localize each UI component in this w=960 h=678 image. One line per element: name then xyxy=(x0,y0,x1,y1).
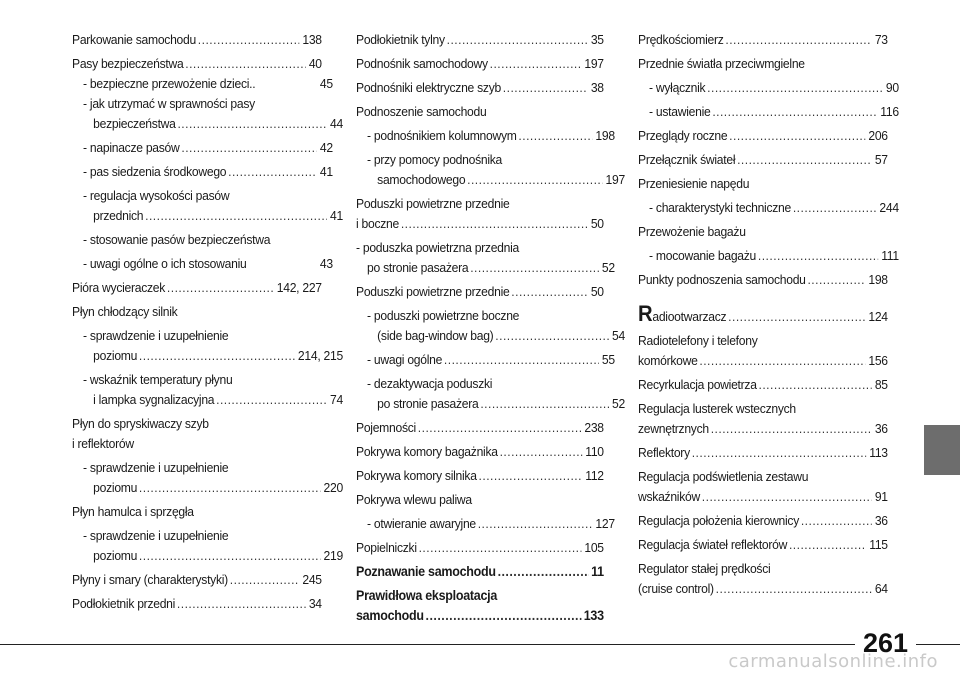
index-entry xyxy=(72,458,333,478)
entry-label xyxy=(638,301,727,327)
dot-leader xyxy=(444,350,599,370)
entry-label: - poduszka powietrzna przednia xyxy=(356,240,520,255)
dot-leader xyxy=(470,258,599,278)
index-column-3 xyxy=(638,30,899,599)
index-entry xyxy=(638,54,888,74)
entry-label: samochodowego xyxy=(377,172,466,187)
dot-leader xyxy=(500,442,583,462)
entry-label: - uwagi ogólne xyxy=(367,352,443,367)
entry-label: - jak utrzymać w sprawności pasy xyxy=(83,96,255,111)
entry-page-ref: 245 xyxy=(302,572,322,587)
entry-page-ref: 52 xyxy=(611,396,625,411)
entry-label: (cruise control) xyxy=(638,581,714,596)
index-entry xyxy=(638,246,899,266)
entry-label: - sprawdzenie i uzupełnienie xyxy=(83,460,229,475)
entry-label: po stronie pasażera xyxy=(377,396,479,411)
entry-label: Podnoszenie samochodu xyxy=(356,104,487,119)
entry-label: - poduszki powietrzne boczne xyxy=(367,308,520,323)
index-entry xyxy=(356,170,625,190)
index-entry xyxy=(638,399,888,419)
dot-leader xyxy=(793,198,877,218)
entry-label: Przełącznik świateł xyxy=(638,152,736,167)
index-entry xyxy=(638,443,888,463)
dot-leader xyxy=(758,246,879,266)
entry-page-ref: 90 xyxy=(885,80,899,95)
index-column-1 xyxy=(72,30,343,614)
entry-page-ref: 52 xyxy=(601,260,615,275)
entry-page-ref: 142, 227 xyxy=(276,280,322,295)
index-entry xyxy=(72,114,343,134)
entry-label: Pojemności xyxy=(356,420,416,435)
entry-label: Podnośnik samochodowy xyxy=(356,56,488,71)
entry-page-ref: 38 xyxy=(590,80,604,95)
entry-label: Poznawanie samochodu xyxy=(356,564,496,579)
dot-leader xyxy=(728,307,865,327)
index-entry xyxy=(356,282,604,302)
entry-page-ref: 34 xyxy=(308,596,322,611)
entry-label-rest: adiootwarzacz xyxy=(652,309,727,324)
index-entry xyxy=(356,54,604,74)
entry-label: Regulacja świateł reflektorów xyxy=(638,537,788,552)
dot-leader xyxy=(426,606,581,626)
index-entry xyxy=(638,198,899,218)
index-entry xyxy=(72,278,322,298)
index-entry xyxy=(356,562,604,582)
entry-label: samochodu xyxy=(356,608,424,623)
index-entry xyxy=(356,514,615,534)
entry-label: - sprawdzenie i uzupełnienie xyxy=(83,328,229,343)
entry-page-ref: 127 xyxy=(595,516,615,531)
entry-label: poziomu xyxy=(93,348,138,363)
entry-label: Recyrkulacja powietrza xyxy=(638,377,757,392)
entry-label: po stronie pasażera xyxy=(367,260,469,275)
entry-page-ref: 42 xyxy=(319,140,333,155)
dot-leader xyxy=(699,351,865,371)
dot-leader xyxy=(198,30,300,50)
entry-label: Reflektory xyxy=(638,445,690,460)
index-entry xyxy=(356,490,604,510)
entry-label: - przy pomocy podnośnika xyxy=(367,152,503,167)
entry-label: Podłokietnik tylny xyxy=(356,32,445,47)
entry-label: - otwieranie awaryjne xyxy=(367,516,476,531)
entry-label: Regulacja położenia kierownicy xyxy=(638,513,799,528)
index-entry xyxy=(72,414,322,434)
entry-page-ref: 57 xyxy=(874,152,888,167)
index-entry xyxy=(72,186,333,206)
dot-leader xyxy=(712,102,877,122)
dot-leader xyxy=(139,478,321,498)
index-entry xyxy=(356,194,604,214)
entry-page-ref: 198 xyxy=(595,128,615,143)
entry-label: - regulacja wysokości pasów xyxy=(83,188,230,203)
entry-label: Poduszki powietrzne przednie xyxy=(356,196,510,211)
index-entry xyxy=(638,487,888,507)
entry-label: - bezpieczne przewożenie dzieci.. xyxy=(83,76,256,91)
index-entry xyxy=(356,306,615,326)
index-entry xyxy=(72,54,322,74)
entry-page-ref: 244 xyxy=(879,200,899,215)
entry-label: - podnośnikiem kolumnowym xyxy=(367,128,517,143)
dot-leader xyxy=(692,443,867,463)
entry-page-ref: 36 xyxy=(874,421,888,436)
index-entry xyxy=(356,30,604,50)
dot-leader xyxy=(177,114,327,134)
index-entry xyxy=(638,126,888,146)
index-entry xyxy=(356,374,615,394)
index-entry xyxy=(638,419,888,439)
entry-page-ref: 54 xyxy=(611,328,625,343)
entry-label: poziomu xyxy=(93,548,138,563)
entry-label: - wyłącznik xyxy=(649,80,706,95)
dot-leader xyxy=(711,419,872,439)
index-entry xyxy=(72,370,333,390)
dot-leader xyxy=(801,511,872,531)
entry-page-ref: 198 xyxy=(868,272,888,287)
entry-page-ref: 105 xyxy=(584,540,604,555)
entry-label: Regulacja podświetlenia zestawu xyxy=(638,469,809,484)
entry-label: - mocowanie bagażu xyxy=(649,248,757,263)
entry-page-ref: 219 xyxy=(323,548,343,563)
entry-label: Pasy bezpieczeństwa xyxy=(72,56,184,71)
dot-leader xyxy=(503,78,588,98)
entry-page-ref: 110 xyxy=(585,444,604,459)
index-entry xyxy=(356,586,604,606)
index-entry xyxy=(72,230,333,250)
index-entry xyxy=(638,535,888,555)
index-entry xyxy=(638,174,888,194)
index-entry xyxy=(72,302,322,322)
entry-label: Regulator stałej prędkości xyxy=(638,561,771,576)
entry-label: Punkty podnoszenia samochodu xyxy=(638,272,806,287)
entry-page-ref: 36 xyxy=(874,513,888,528)
index-entry xyxy=(638,351,888,371)
index-entry xyxy=(72,326,333,346)
index-entry xyxy=(638,270,888,290)
entry-label: i boczne xyxy=(356,216,399,231)
entry-page-ref: 44 xyxy=(329,116,343,131)
dot-leader xyxy=(401,214,588,234)
dot-leader xyxy=(419,538,582,558)
entry-page-ref: 197 xyxy=(584,56,604,71)
index-entry xyxy=(638,222,888,242)
dot-leader xyxy=(729,126,865,146)
dot-leader xyxy=(478,514,593,534)
entry-page-ref: 238 xyxy=(584,420,604,435)
entry-label: Płyn chłodzący silnik xyxy=(72,304,178,319)
dot-leader xyxy=(167,278,274,298)
entry-page-ref: 85 xyxy=(874,377,888,392)
entry-label: - charakterystyki techniczne xyxy=(649,200,792,215)
entry-page-ref: 73 xyxy=(874,32,888,47)
entry-label: komórkowe xyxy=(638,353,698,368)
entry-label: poziomu xyxy=(93,480,138,495)
entry-label: Płyn do spryskiwaczy szyb xyxy=(72,416,209,431)
entry-label: wskaźników xyxy=(638,489,700,504)
index-entry xyxy=(356,126,615,146)
entry-label: Prawidłowa eksploatacja xyxy=(356,588,498,603)
entry-page-ref: 133 xyxy=(583,608,604,623)
dot-leader xyxy=(418,418,582,438)
index-entry xyxy=(72,434,322,454)
dot-leader xyxy=(716,579,872,599)
index-entry xyxy=(72,346,343,366)
section-thumb-tab xyxy=(924,425,960,475)
entry-label: Popielniczki xyxy=(356,540,417,555)
index-entry xyxy=(72,206,343,226)
entry-page-ref: 64 xyxy=(874,581,888,596)
entry-page-ref: 115 xyxy=(869,537,888,552)
entry-label: - pas siedzenia środkowego xyxy=(83,164,227,179)
dot-leader xyxy=(181,138,317,158)
entry-label: i lampka sygnalizacyjna xyxy=(93,392,215,407)
index-entry xyxy=(638,579,888,599)
entry-label: i reflektorów xyxy=(72,436,134,451)
entry-label: - dezaktywacja poduszki xyxy=(367,376,493,391)
entry-page-ref: 35 xyxy=(590,32,604,47)
entry-label: - ustawienie xyxy=(649,104,711,119)
entry-page-ref: 41 xyxy=(319,164,333,179)
entry-label: (side bag-window bag) xyxy=(377,328,494,343)
entry-label: - sprawdzenie i uzupełnienie xyxy=(83,528,229,543)
index-entry xyxy=(72,162,333,182)
index-entry xyxy=(356,214,604,234)
entry-label: Pokrywa komory silnika xyxy=(356,468,477,483)
index-entry xyxy=(638,331,888,351)
entry-page-ref: 40 xyxy=(308,56,322,71)
entry-label: Prędkościomierz xyxy=(638,32,724,47)
index-entry xyxy=(356,258,615,278)
page-number: 261 xyxy=(855,628,916,659)
index-entry xyxy=(72,478,343,498)
entry-label: - uwagi ogólne o ich stosowaniu xyxy=(83,256,247,271)
index-entry xyxy=(356,102,604,122)
entry-page-ref: 197 xyxy=(605,172,625,187)
dot-leader xyxy=(759,375,873,395)
index-entry xyxy=(356,442,604,462)
entry-label: Przeniesienie napędu xyxy=(638,176,750,191)
watermark: carmanualsonline.info xyxy=(728,651,938,672)
index-entry xyxy=(72,254,333,274)
entry-page-ref: 41 xyxy=(329,208,343,223)
entry-label: Podłokietnik przedni xyxy=(72,596,176,611)
entry-label: Przeglądy roczne xyxy=(638,128,728,143)
entry-page-ref: 55 xyxy=(601,352,615,367)
dot-leader xyxy=(145,206,327,226)
dot-leader xyxy=(228,162,317,182)
dot-leader xyxy=(230,570,300,590)
index-entry xyxy=(638,30,888,50)
dot-leader xyxy=(139,346,295,366)
index-entry xyxy=(72,502,322,522)
index-entry xyxy=(72,390,343,410)
dot-leader xyxy=(467,170,603,190)
dot-leader xyxy=(216,390,327,410)
entry-page-ref: 45 xyxy=(319,76,333,91)
entry-page-ref: 74 xyxy=(329,392,343,407)
index-entry xyxy=(356,538,604,558)
entry-label: Radiotelefony i telefony xyxy=(638,333,758,348)
index-entry xyxy=(72,546,343,566)
entry-label: Podnośniki elektryczne szyb xyxy=(356,80,501,95)
entry-label: Regulacja lusterek wstecznych xyxy=(638,401,796,416)
dot-leader xyxy=(185,54,306,74)
index-entry xyxy=(356,78,604,98)
index-entry xyxy=(356,326,625,346)
dot-leader xyxy=(480,394,609,414)
index-entry xyxy=(638,301,888,327)
dot-leader xyxy=(498,562,589,582)
entry-label: - napinacze pasów xyxy=(83,140,180,155)
index-entry xyxy=(356,350,615,370)
entry-page-ref: 112 xyxy=(585,468,604,483)
entry-label: Pióra wycieraczek xyxy=(72,280,166,295)
index-entry xyxy=(72,594,322,614)
entry-page-ref: 138 xyxy=(302,32,322,47)
dot-leader xyxy=(511,282,588,302)
entry-page-ref: 214, 215 xyxy=(297,348,343,363)
dot-leader xyxy=(725,30,872,50)
entry-label: Przednie światła przeciwmgielne xyxy=(638,56,805,71)
entry-label: przednich xyxy=(93,208,144,223)
entry-label: bezpieczeństwa xyxy=(93,116,176,131)
dot-leader xyxy=(479,466,583,486)
index-entry xyxy=(638,375,888,395)
index-entry xyxy=(72,74,333,94)
index-entry xyxy=(638,150,888,170)
index-entry xyxy=(72,138,333,158)
entry-page-ref: 206 xyxy=(868,128,888,143)
index-entry xyxy=(72,30,322,50)
index-entry xyxy=(356,418,604,438)
entry-label: Płyn hamulca i sprzęgła xyxy=(72,504,194,519)
dot-leader xyxy=(702,487,872,507)
entry-page-ref: 156 xyxy=(868,353,888,368)
entry-page-ref: 11 xyxy=(591,564,604,579)
index-entry xyxy=(72,94,333,114)
dot-leader xyxy=(495,326,609,346)
index-entry xyxy=(638,102,899,122)
entry-label: Przewożenie bagażu xyxy=(638,224,746,239)
dot-leader xyxy=(707,78,883,98)
dot-leader xyxy=(177,594,306,614)
index-entry xyxy=(638,78,899,98)
entry-page-ref: 220 xyxy=(323,480,343,495)
entry-page-ref: 116 xyxy=(880,104,899,119)
dot-leader xyxy=(447,30,588,50)
entry-label: - wskaźnik temperatury płynu xyxy=(83,372,233,387)
dot-leader xyxy=(490,54,582,74)
dot-leader xyxy=(789,535,867,555)
index-entry xyxy=(356,394,625,414)
entry-page-ref: 43 xyxy=(319,256,333,271)
entry-page-ref: 124 xyxy=(868,309,888,324)
index-column-2 xyxy=(356,30,625,626)
index-entry xyxy=(356,466,604,486)
index-entry xyxy=(356,606,604,626)
section-initial-letter: R xyxy=(638,301,653,326)
entry-page-ref: 50 xyxy=(590,284,604,299)
dot-leader xyxy=(737,150,872,170)
entry-label: Płyny i smary (charakterystyki) xyxy=(72,572,228,587)
index-entry xyxy=(356,238,604,258)
dot-leader xyxy=(518,126,592,146)
footer-rule xyxy=(0,644,960,645)
entry-page-ref: 91 xyxy=(874,489,888,504)
entry-label: - stosowanie pasów bezpieczeństwa xyxy=(83,232,271,247)
entry-label: Parkowanie samochodu xyxy=(72,32,196,47)
index-entry xyxy=(638,511,888,531)
entry-page-ref: 111 xyxy=(881,248,899,263)
index-entry xyxy=(72,526,333,546)
index-entry xyxy=(356,150,615,170)
index-entry xyxy=(638,559,888,579)
index-entry xyxy=(638,467,888,487)
entry-label: Pokrywa komory bagażnika xyxy=(356,444,498,459)
entry-page-ref: 113 xyxy=(869,445,888,460)
entry-page-ref: 50 xyxy=(590,216,604,231)
dot-leader xyxy=(139,546,321,566)
entry-label: Pokrywa wlewu paliwa xyxy=(356,492,472,507)
index-entry xyxy=(72,570,322,590)
entry-label: zewnętrznych xyxy=(638,421,709,436)
entry-label: Poduszki powietrzne przednie xyxy=(356,284,510,299)
dot-leader xyxy=(807,270,865,290)
